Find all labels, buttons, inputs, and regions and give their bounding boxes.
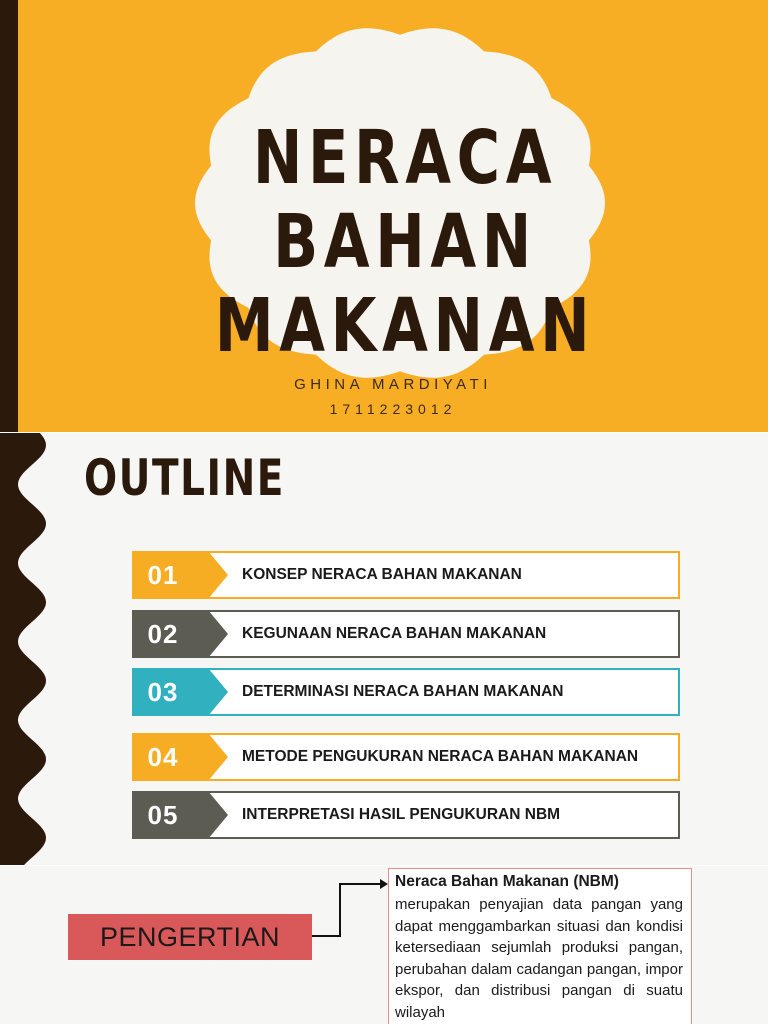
outline-item-label: INTERPRETASI HASIL PENGUKURAN NBM (242, 806, 561, 823)
outline-item-4[interactable] (132, 733, 680, 781)
outline-item-label: KONSEP NERACA BAHAN MAKANAN (242, 566, 522, 583)
outline-item-number: 04 (147, 742, 179, 772)
outline-item-label: KEGUNAAN NERACA BAHAN MAKANAN (242, 625, 547, 642)
outline-item-5[interactable] (132, 791, 680, 839)
outline-item-1[interactable] (132, 551, 680, 599)
definition-slide (0, 866, 768, 1024)
connector-arrow-icon (300, 866, 400, 966)
left-edge-bar (0, 0, 18, 432)
outline-item-label: DETERMINASI NERACA BAHAN MAKANAN (242, 683, 564, 700)
outline-item-number: 05 (147, 800, 179, 830)
title-slide (0, 0, 768, 432)
definition-box (388, 868, 692, 1024)
outline-item-3[interactable] (132, 668, 680, 716)
author-name: GHINA MARDIYATI (294, 376, 492, 393)
outline-slide (0, 433, 768, 865)
title-line-2: MAKANAN (214, 283, 596, 369)
outline-item-number: 02 (147, 619, 179, 649)
outline-item-number: 01 (147, 560, 179, 590)
outline-item-label: METODE PENGUKURAN NERACA BAHAN MAKANAN (242, 748, 639, 765)
definition-text: merupakan penyajian data pangan yang dapat menggambarkan situasi dan kondisi ketersediaan sejumlah produksi pangan, perubahan dalam cadangan pangan, impor ekspor, dan distribusi pangan di suatu wilayah (395, 896, 683, 1021)
student-id: 1711223012 (329, 401, 457, 417)
pengertian-tag: PENGERTIAN (68, 914, 312, 960)
title-line-1: NERACA BAHAN (252, 115, 558, 285)
outline-item-2[interactable] (132, 610, 680, 658)
presentation-title (110, 116, 700, 368)
wavy-left-border (0, 433, 60, 865)
outline-item-number: 03 (147, 677, 179, 707)
outline-heading: OUTLINE (84, 449, 285, 507)
definition-term: Neraca Bahan Makanan (NBM) (395, 873, 619, 890)
